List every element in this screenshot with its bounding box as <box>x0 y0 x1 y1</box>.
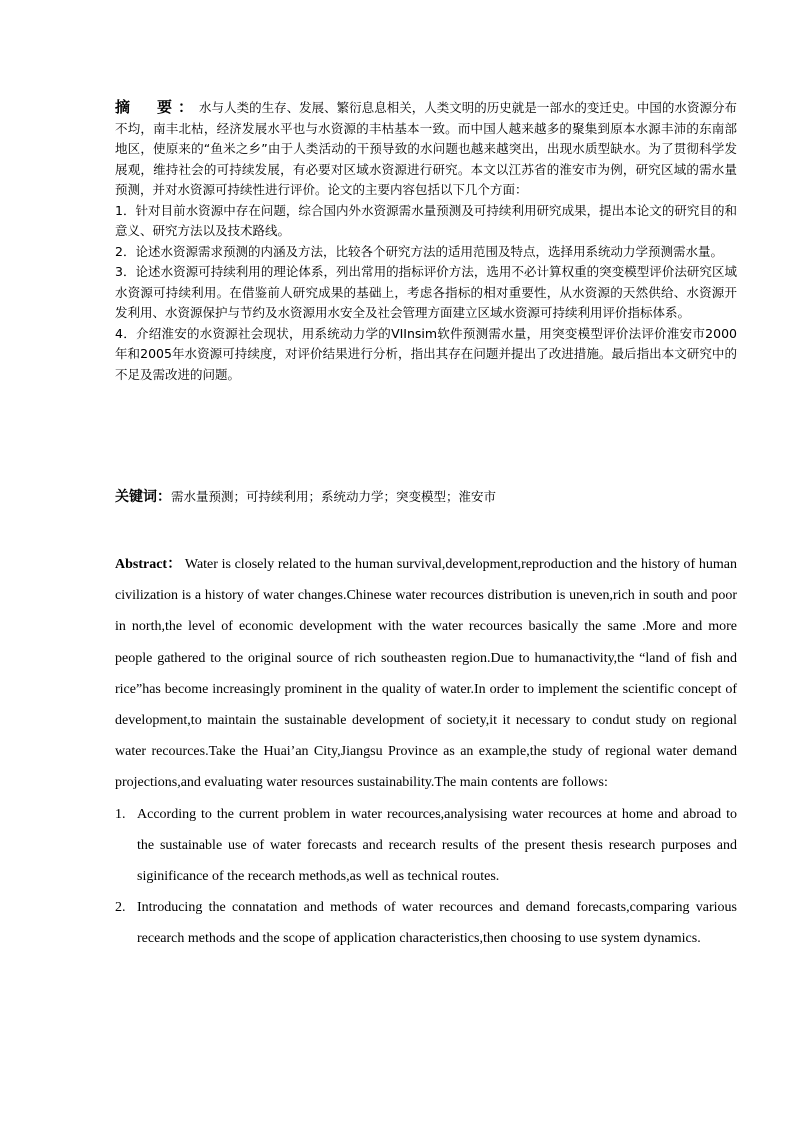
keywords-text: 需水量预测；可持续利用；系统动力学；突变模型；淮安市 <box>171 489 497 504</box>
chinese-abstract-text: 水与人类的生存、发展、繁衍息息相关，人类文明的历史就是一部水的变迁史。中国的水资源分布不均，南丰北枯，经济发展水平也与水资源的丰枯基本一致。而中国人越来越多的聚集到原本水源丰沛的东南部地区，使原来的“鱼米之乡”由于人类活动的干预导致的水问题也越来越突出，出现水质型缺水。为了贯彻科学发展观，维持社会的可持续发展，有必要对区域水资源进行研究。本文以江苏省的淮安市为例，研究区域的需水量预测，并对水资源可持续性进行评价。论文的主要内容包括以下几个方面： <box>115 100 737 197</box>
english-abstract-list <box>115 799 737 955</box>
keywords-label: 关键词： <box>115 489 171 505</box>
chinese-abstract-label: 摘 要： <box>115 98 200 116</box>
chinese-abstract-point-4: 4．介绍淮安的水资源社会现状，用系统动力学的VIInsim软件预测需水量，用突变模型评价法评价淮安市2000年和2005年水资源可持续度，对评价结果进行分析，指出其存在问题并提出了改进措施。最后指出本文研究中的不足及需改进的问题。 <box>115 325 737 382</box>
list-item-number: 1. <box>115 806 126 822</box>
keywords <box>115 487 737 507</box>
chinese-abstract-point-1: 1．针对目前水资源中存在问题，综合国内外水资源需水量预测及可持续利用研究成果，提出本论文的研究目的和意义、研究方法以及技术路线。 <box>115 202 737 238</box>
english-abstract-intro <box>115 549 737 799</box>
english-abstract-text: Water is closely related to the human survival,development,reproduction and the history of human civilization is a history of water changes.Chinese water recources distribution is uneven,rich in south and poor in north,the level of economic development with the water recources basically the same .More and more people gathered to the original source of rich southeasten region.Due to humanactivity,the “land of fish and rice”has become increasingly prominent in the quality of water.In order to implement the scientific concept of development,to maintain the sustainable development of society,it it necessary to condut study on regional water recources.Take the Huai’an City,Jiangsu Province as an example,the study of regional water demand projections,and evaluating water resources sustainability.The main contents are follows: <box>115 557 737 791</box>
english-abstract-label: Abstract： <box>115 557 182 572</box>
list-item-text: According to the current problem in water recources,analysising water recources at home and abroad to the sustainable use of water forecasts and recearch results of the present thesis research purposes and siginificance of the recearch methods,as well as technical routes. <box>137 806 737 885</box>
chinese-abstract-point-3: 3．论述水资源可持续利用的理论体系，列出常用的指标评价方法，选用不必计算权重的突变模型评价法研究区域水资源可持续利用。在借鉴前人研究成果的基础上，考虑各指标的相对重要性，从水资源的天然供给、水资源开发利用、水资源保护与节约及水资源用水安全及社会管理方面建立区域水资源可持续利用评价指标体系。 <box>115 264 737 320</box>
list-item-text: Introducing the connatation and methods of water recources and demand forecasts,comparing various recearch methods and the scope of application characteristics,then choosing to use system dynamics. <box>137 900 737 947</box>
list-item <box>115 892 737 954</box>
chinese-abstract <box>115 97 737 385</box>
chinese-abstract-point-2: 2．论述水资源需求预测的内涵及方法，比较各个研究方法的适用范围及特点，选择用系统动力学预测需水量。 <box>115 243 723 259</box>
list-item <box>115 799 737 893</box>
chinese-abstract-intro <box>115 97 737 201</box>
list-item-number: 2. <box>115 900 126 916</box>
english-abstract <box>115 549 737 955</box>
